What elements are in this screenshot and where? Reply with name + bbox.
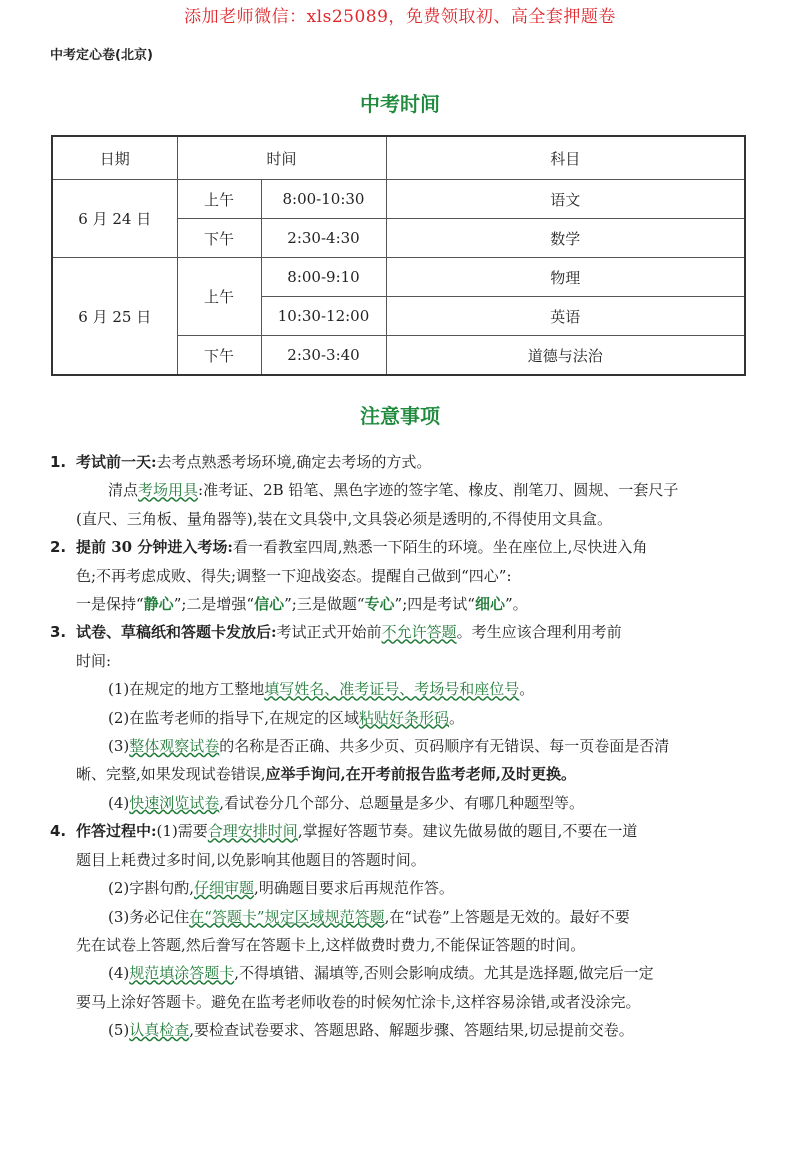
highlight: 仔细审题 [194,879,255,898]
table-header-row [52,136,745,180]
schedule-title: 中考时间 [360,92,440,116]
header-date: 日期 [52,136,177,180]
note-4: 4. 作答过程中:(1)需要合理安排时间,掌握好答题节奏。建议先做易做的题目,不要在一道 [50,822,638,841]
header-time: 时间 [177,136,386,180]
period-cell: 下午 [177,219,261,258]
table-row [52,258,745,297]
note-3: 3. 试卷、草稿纸和答题卡发放后:考试正式开始前不允许答题。考生应该合理利用考前 [50,623,622,642]
highlight: 静心 [143,595,174,614]
date-cell: 6 月 24 日 [52,180,177,258]
subject-cell: 道德与法治 [386,336,745,376]
time-cell: 8:00-9:10 [261,258,386,297]
highlight: 信心 [254,595,285,614]
time-cell: 2:30-3:40 [261,336,386,376]
highlight: 考场用具 [138,481,199,500]
highlight: 细心 [474,595,505,614]
highlight: 不允许答题 [381,623,457,642]
subject-cell: 物理 [386,258,745,297]
highlight: 填写姓名、准考证号、考场号和座位号 [264,680,520,699]
note-2: 2. 提前 30 分钟进入考场:看一看教室四周,熟悉一下陌生的环境。坐在座位上,尽快进入角 [50,538,648,557]
subject-cell: 数学 [386,219,745,258]
subject-cell: 英语 [386,297,745,336]
header-subject: 科目 [386,136,745,180]
highlight: 认真检查 [129,1021,190,1040]
date-cell: 6 月 25 日 [52,258,177,376]
promo-banner: 添加老师微信：xls25089，免费领取初、高全套押题卷 [184,7,616,27]
highlight: 整体观察试卷 [129,737,220,756]
subject-cell: 语文 [386,180,745,219]
table-row [52,180,745,219]
series-title: 中考定心卷(北京) [50,48,153,63]
highlight: 粘贴好条形码 [359,708,450,727]
period-cell: 下午 [177,336,261,376]
note-heading: 提前 30 分钟进入考场: [76,538,233,557]
time-cell: 10:30-12:00 [261,297,386,336]
note-heading: 作答过程中: [76,822,157,841]
note-1-tools: 清点考场用具:准考证、2B 铅笔、黑色字迹的签字笔、橡皮、削笔刀、圆规、一套尺子 [108,481,679,500]
highlight: 专心 [364,595,395,614]
exam-schedule-table [51,135,746,376]
note-1: 1. 考试前一天:去考点熟悉考场环境,确定去考场的方式。 [50,453,432,471]
highlight: 在“答题卡”规定区域规范答题 [189,907,385,926]
time-cell: 8:00-10:30 [261,180,386,219]
period-cell: 上午 [177,258,261,336]
notes-title: 注意事项 [360,404,440,428]
note-heading: 考试前一天: [76,453,157,471]
notes-body: 1. 考试前一天:去考点熟悉考场环境,确定去考场的方式。 清点考场用具:准考证、2B 铅笔、黑色字迹的签字笔、橡皮、削笔刀、圆规、一套尺子 (直尺、三角板、量角器等),装在文具袋中,文具袋必须是透明的,不得使用文具盒。 2. 提前 30 分钟进入考场:看一看教室四周,熟悉一下陌生的环境。坐在座位上,尽快进入角 色;不再考虑成败、得失;调整一下迎战姿态。提醒自己做到“四心”: 一是保持“静心”;二是增强“信心”;三是做题“专心”;四是考试“细心”。 3. 试卷、草稿纸和答题卡发放后:考试正式开始前不允许答题。考生应该合理利用考前 时间: (1)在规定的地方工整地填写姓名、准考证号、考场号和座位号。 (2)在监考老师的指导下,在规定的区域粘贴好条形码。 (3)整体观察试卷的名称是否正确、共多少页、页码顺序有无错误、每一页卷面是否清 晰、完整,如果发现试卷错误,应举手询问,在开考前报告监考老师,及时更换。 (4)快速浏览试卷,看试卷分几个部分、总题量是多少、有哪几种题型等。 4. 作答过程中:(1)需要合理安排时间,掌握好答题节奏。建议先做易做的题目,不要在一道 题目上耗费过多时间,以免影响其他题目的答题时间。 (2)字斟句酌,仔细审题,明确题目要求后再规范作答。 (3)务必记住在“答题卡”规定区域规范答题,在“试卷”上答题是无效的。最好不要 先在试卷上答题,然后誊写在答题卡上,这样做费时费力,不能保证答题的时间。 (4)规范填涂答题卡,不得填错、漏填等,否则会影响成绩。尤其是选择题,做完后一定 要马上涂好答题卡。避免在监考老师收卷的时候匆忙涂卡,这样容易涂错,或者没涂完。 (5)认真检查,要检查试卷要求、答题思路、解题步骤、答题结果,切忌提前交卷。 [50,448,750,1045]
note-heading: 试卷、草稿纸和答题卡发放后: [76,623,277,642]
period-cell: 上午 [177,180,261,219]
highlight: 合理安排时间 [207,822,298,841]
highlight: 快速浏览试卷 [129,793,220,812]
time-cell: 2:30-4:30 [261,219,386,258]
highlight: 规范填涂答题卡 [129,964,235,983]
